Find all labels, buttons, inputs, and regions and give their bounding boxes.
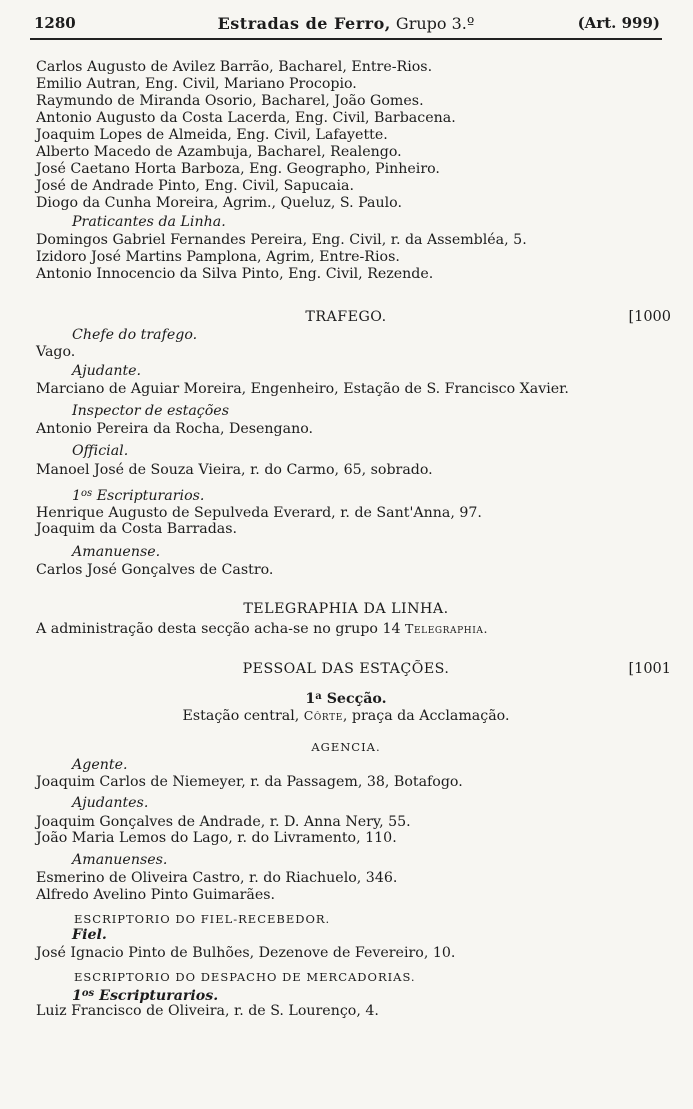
entry-line: Joaquim Carlos de Niemeyer, r. da Passagem, 38, Botafogo.: [36, 774, 463, 790]
ordinal-number: 1: [305, 691, 316, 707]
entry-line: Diogo da Cunha Moreira, Agrim., Queluz, S. Paulo.: [36, 195, 402, 211]
role-heading: Amanuenses.: [72, 852, 168, 868]
ordinal-number: 1: [72, 988, 82, 1004]
entry-line: Raymundo de Miranda Osorio, Bacharel, João Gomes.: [36, 93, 424, 109]
entry-line: Henrique Augusto de Sepulveda Everard, r. de Sant'Anna, 97.: [36, 505, 482, 521]
entry-line: Luiz Francisco de Oliveira, r. de S. Lourenço, 4.: [36, 1003, 379, 1019]
entry-line: Alfredo Avelino Pinto Guimarães.: [36, 887, 276, 903]
role-heading-text: Escripturarios.: [92, 488, 205, 504]
entry-line: José de Andrade Pinto, Eng. Civil, Sapucaia.: [36, 178, 354, 194]
running-header: [30, 8, 662, 40]
entry-line: José Caetano Horta Barboza, Eng. Geographo, Pinheiro.: [36, 161, 440, 177]
station-line: [30, 707, 662, 725]
ordinal-suffix: a: [315, 691, 322, 702]
role-heading: Ajudante.: [72, 363, 142, 379]
role-heading: Inspector de estações: [72, 403, 229, 419]
entry-line: Joaquim Lopes de Almeida, Eng. Civil, Lafayette.: [36, 127, 388, 143]
section-heading-trafego: TRAFEGO.: [305, 309, 387, 325]
entry-line: José Ignacio Pinto de Bulhões, Dezenove de Fevereiro, 10.: [36, 945, 456, 961]
header-title: [30, 14, 662, 33]
entry-line: Carlos José Gonçalves de Castro.: [36, 562, 274, 578]
role-heading: Ajudantes.: [72, 795, 149, 811]
station-place: , praça da Acclamação.: [342, 708, 510, 724]
header-title-bold: Estradas de Ferro,: [217, 14, 391, 33]
entry-line: Emilio Autran, Eng. Civil, Mariano Procopio.: [36, 76, 357, 92]
entry-line: [36, 620, 656, 638]
role-heading: Official.: [72, 443, 129, 459]
station-city: Côrte: [303, 708, 343, 723]
role-heading: Praticantes da Linha.: [72, 214, 226, 230]
page-number: 1280: [34, 14, 76, 32]
role-heading: [72, 485, 692, 503]
entry-line: Antonio Pereira da Rocha, Desengano.: [36, 421, 314, 437]
section-number: [1001: [628, 661, 671, 677]
entry-line: Domingos Gabriel Fernandes Pereira, Eng. Civil, r. da Assembléa, 5.: [36, 232, 527, 248]
entry-line: Joaquim Gonçalves de Andrade, r. D. Anna Nery, 55.: [36, 814, 411, 830]
note-text: A administração desta secção acha-se no grupo 14: [36, 621, 406, 637]
header-title-group: Grupo 3.º: [390, 14, 475, 33]
department-heading: ESCRIPTORIO DO DESPACHO DE MERCADORIAS.: [74, 970, 416, 984]
role-heading: [72, 985, 692, 1003]
subsection-heading: [30, 688, 662, 706]
role-heading: Amanuense.: [72, 544, 161, 560]
article-reference: (Art. 999): [577, 14, 660, 32]
section-heading-telegraphia: TELEGRAPHIA DA LINHA.: [243, 601, 449, 617]
note-group-name: Telegraphia.: [405, 621, 489, 636]
entry-line: Joaquim da Costa Barradas.: [36, 521, 238, 537]
entry-line: Manoel José de Souza Vieira, r. do Carmo, 65, sobrado.: [36, 462, 433, 478]
entry-line: Marciano de Aguiar Moreira, Engenheiro, Estação de S. Francisco Xavier.: [36, 381, 569, 397]
department-heading: ESCRIPTORIO DO FIEL-RECEBEDOR.: [74, 912, 331, 926]
entry-line: Antonio Innocencio da Silva Pinto, Eng. Civil, Rezende.: [36, 266, 434, 282]
entry-line: Alberto Macedo de Azambuja, Bacharel, Realengo.: [36, 144, 402, 160]
role-heading-text: Escripturarios.: [94, 988, 219, 1004]
entry-line: Vago.: [36, 344, 76, 360]
role-heading: Chefe do trafego.: [72, 327, 198, 343]
section-number: [1000: [628, 309, 671, 325]
ordinal-suffix: os: [81, 988, 95, 999]
station-text: Estação central,: [182, 708, 304, 724]
entry-line: Esmerino de Oliveira Castro, r. do Riachuelo, 346.: [36, 870, 398, 886]
subsection-title: Secção.: [321, 691, 387, 707]
entry-line: João Maria Lemos do Lago, r. do Livramento, 110.: [36, 830, 397, 846]
ordinal-suffix: os: [81, 488, 93, 499]
ordinal-number: 1: [72, 488, 82, 504]
role-heading: Agente.: [72, 757, 128, 773]
entry-line: Carlos Augusto de Avilez Barrão, Bacharel, Entre-Rios.: [36, 59, 433, 75]
entry-line: Izidoro José Martins Pamplona, Agrim, Entre-Rios.: [36, 249, 400, 265]
section-heading-pessoal: PESSOAL DAS ESTAÇÕES.: [242, 661, 450, 677]
department-heading: AGENCIA.: [311, 740, 381, 754]
role-heading: Fiel.: [72, 927, 107, 943]
entry-line: Antonio Augusto da Costa Lacerda, Eng. Civil, Barbacena.: [36, 110, 456, 126]
